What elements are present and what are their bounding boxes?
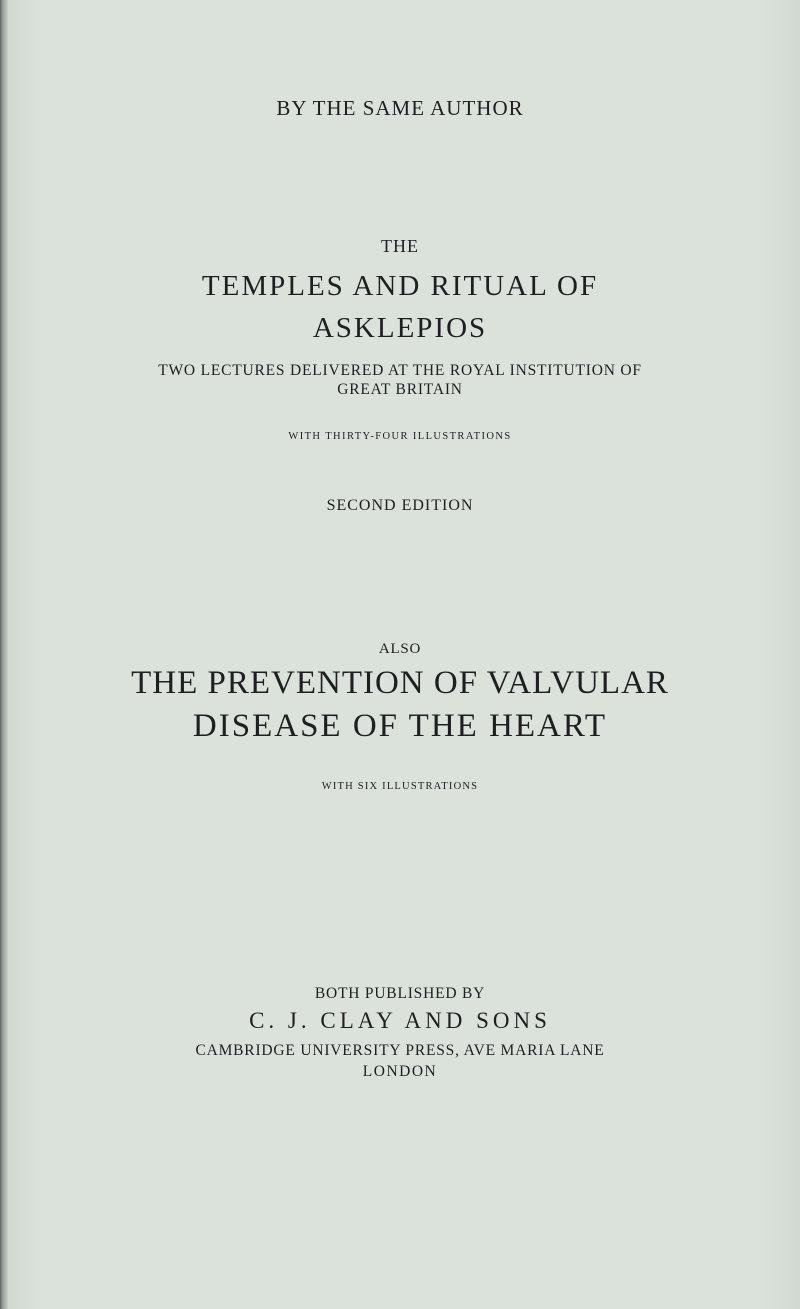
book1-title-line2: ASKLEPIOS: [312, 312, 488, 344]
book2-illustrations-note: WITH SIX ILLUSTRATIONS: [321, 781, 479, 792]
publisher-city: LONDON: [362, 1063, 438, 1080]
book2-title-line1: THE PREVENTION OF VALVULAR: [131, 665, 669, 701]
publisher-name: C. J. CLAY AND SONS: [249, 1008, 551, 1033]
by-same-author-heading: BY THE SAME AUTHOR: [276, 96, 524, 120]
book1-subtitle-line2: GREAT BRITAIN: [337, 381, 463, 398]
book1-illustrations-note: WITH THIRTY-FOUR ILLUSTRATIONS: [288, 431, 512, 442]
publisher-address: CAMBRIDGE UNIVERSITY PRESS, AVE MARIA LANE: [195, 1042, 605, 1059]
book1-title-line1: TEMPLES AND RITUAL OF: [201, 270, 599, 302]
book1-subtitle-line1: TWO LECTURES DELIVERED AT THE ROYAL INSTITUTION OF: [158, 362, 642, 379]
book1-pre-title: THE: [381, 236, 419, 256]
book2-title-line2: DISEASE OF THE HEART: [192, 708, 608, 744]
book1-edition: SECOND EDITION: [326, 497, 474, 514]
also-separator: ALSO: [378, 641, 422, 657]
published-by-label: BOTH PUBLISHED BY: [314, 985, 486, 1002]
